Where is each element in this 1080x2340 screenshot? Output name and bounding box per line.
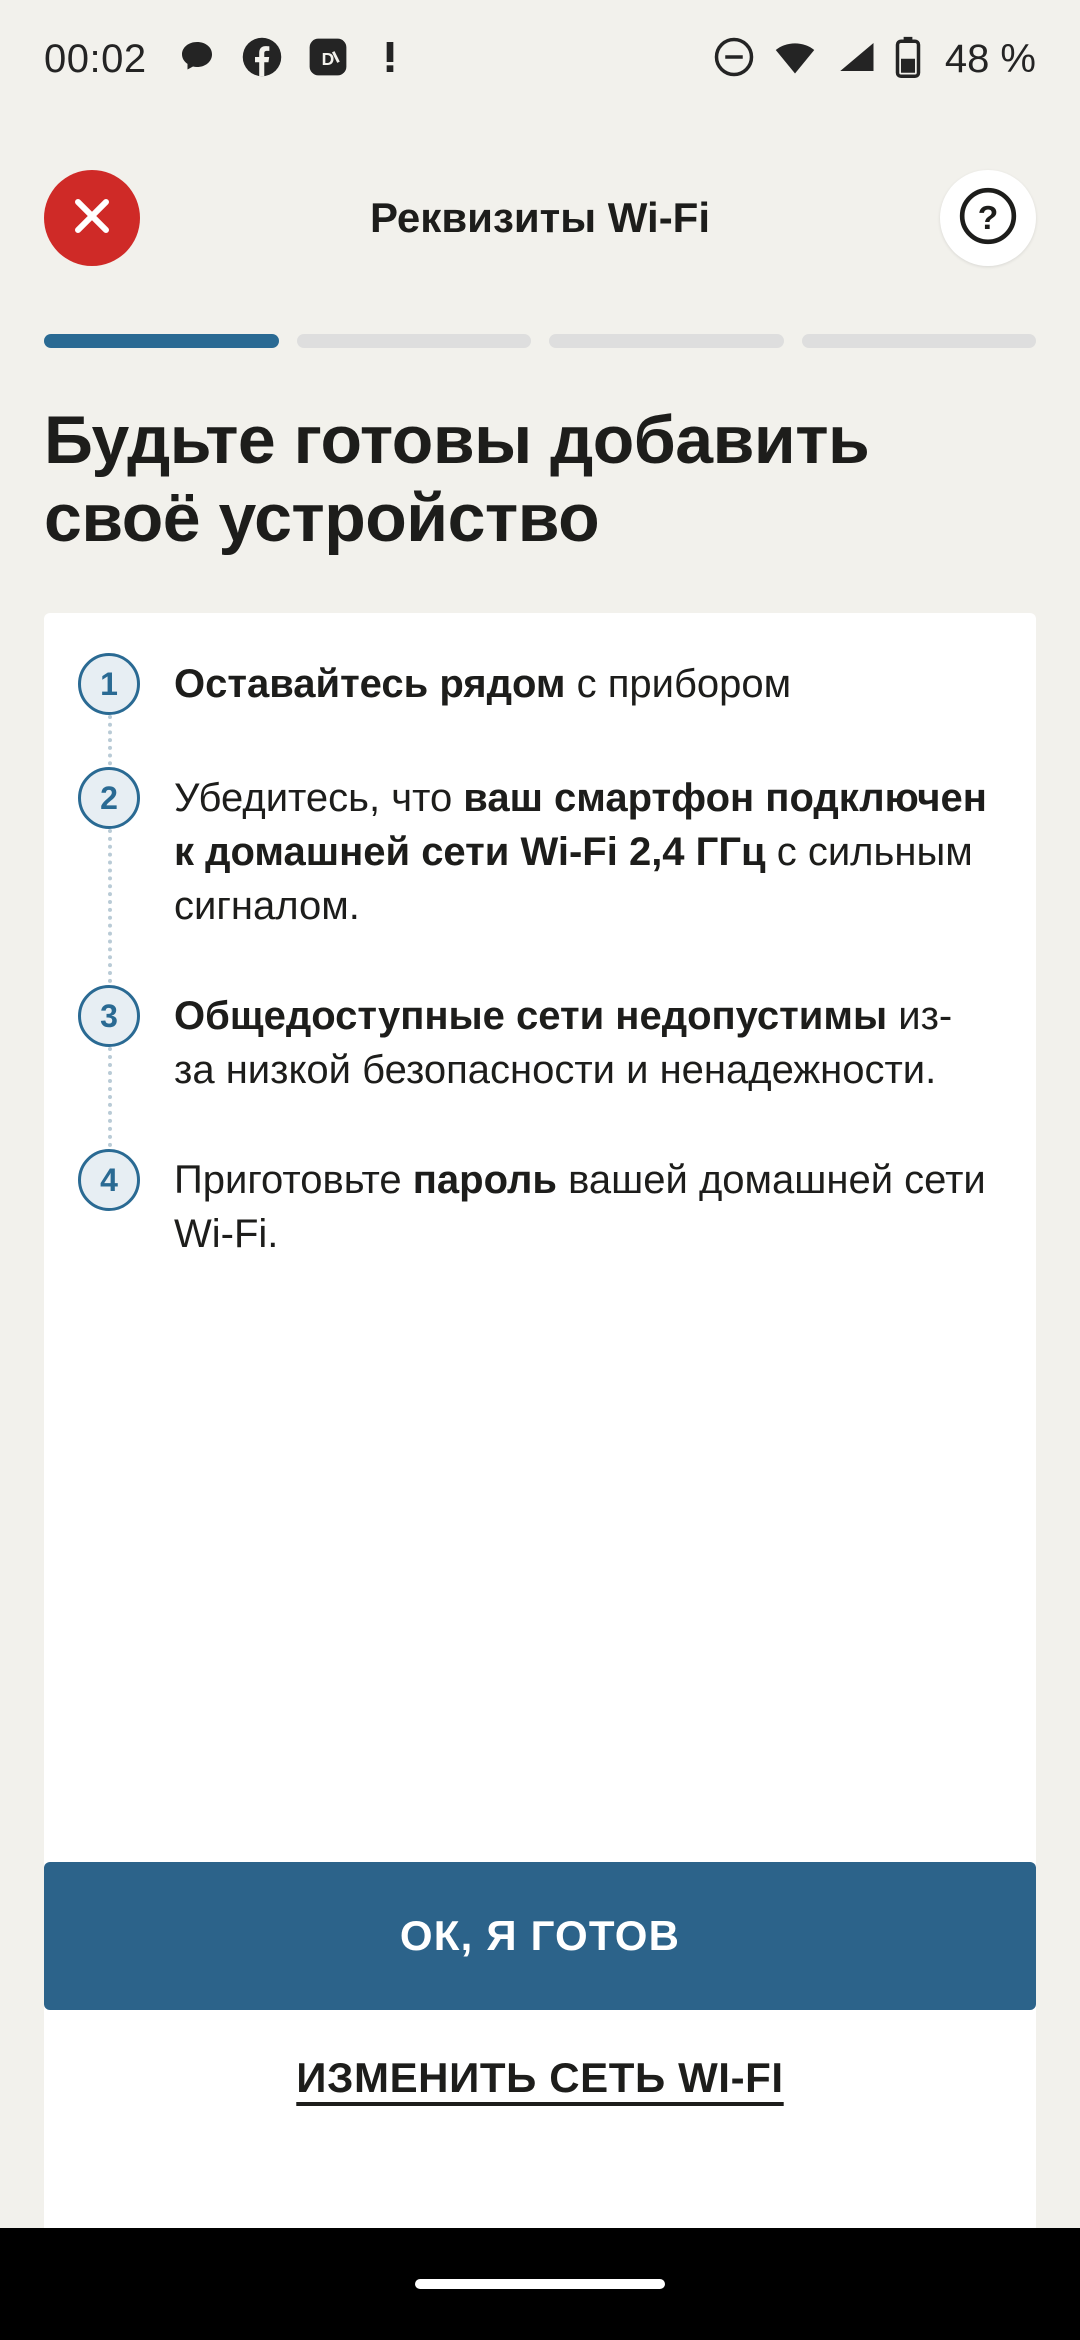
status-bar — [0, 0, 1080, 118]
step-number-badge: 4 — [78, 1149, 140, 1211]
page-title: Будьте готовы добавить своё устройство — [44, 402, 870, 556]
help-question-icon — [957, 185, 1019, 252]
cellular-signal-icon — [835, 37, 877, 82]
step-number-badge: 1 — [78, 653, 140, 715]
progress-segment-3 — [549, 334, 784, 348]
step-item — [78, 1149, 992, 1261]
step-text: Оставайтесь рядом с прибором — [174, 662, 792, 707]
svg-text:D: D — [321, 48, 334, 69]
close-button[interactable] — [44, 170, 140, 266]
progress-segment-2 — [297, 334, 532, 348]
step-item — [78, 653, 992, 767]
exclamation-icon — [373, 37, 407, 82]
help-button[interactable] — [940, 170, 1036, 266]
steps-list — [78, 653, 992, 1261]
home-gesture-pill[interactable] — [415, 2279, 665, 2289]
chat-bubble-icon — [177, 37, 217, 82]
step-item — [78, 767, 992, 985]
step-item — [78, 985, 992, 1149]
wifi-icon — [773, 37, 817, 82]
step-text: Приготовьте пароль вашей домашней сети Wi-Fi. — [174, 1158, 986, 1257]
battery-percent-label: 48 % — [944, 36, 1036, 81]
close-icon — [68, 192, 116, 245]
step-text: Общедоступные сети недопустимы из-за низкой безопасности и ненадежности. — [174, 994, 953, 1093]
svg-text:?: ? — [977, 199, 999, 237]
status-system-icons — [713, 36, 1036, 83]
status-notification-icons — [177, 36, 407, 83]
page-title-header: Реквизиты Wi-Fi — [369, 194, 711, 241]
battery-icon — [895, 36, 921, 83]
step-number-badge: 3 — [78, 985, 140, 1047]
system-nav-bar — [0, 2228, 1080, 2340]
step-number-badge: 2 — [78, 767, 140, 829]
ok-ready-button[interactable]: ОК, Я ГОТОВ — [44, 1862, 1036, 2010]
step-text: Убедитесь, что ваш смартфон подключен к домашней сети Wi-Fi 2,4 ГГц с сильным сигналом. — [174, 776, 987, 929]
facebook-icon — [241, 36, 283, 83]
progress-segment-4 — [802, 334, 1037, 348]
do-not-disturb-icon — [713, 36, 755, 83]
app-header — [0, 118, 1080, 318]
progress-segment-1 — [44, 334, 279, 348]
change-wifi-network-link[interactable]: ИЗМЕНИТЬ СЕТЬ WI-FI — [296, 2054, 784, 2101]
dr-app-icon — [307, 36, 349, 83]
status-clock: 00:02 — [44, 36, 147, 81]
progress-indicator — [0, 334, 1080, 348]
